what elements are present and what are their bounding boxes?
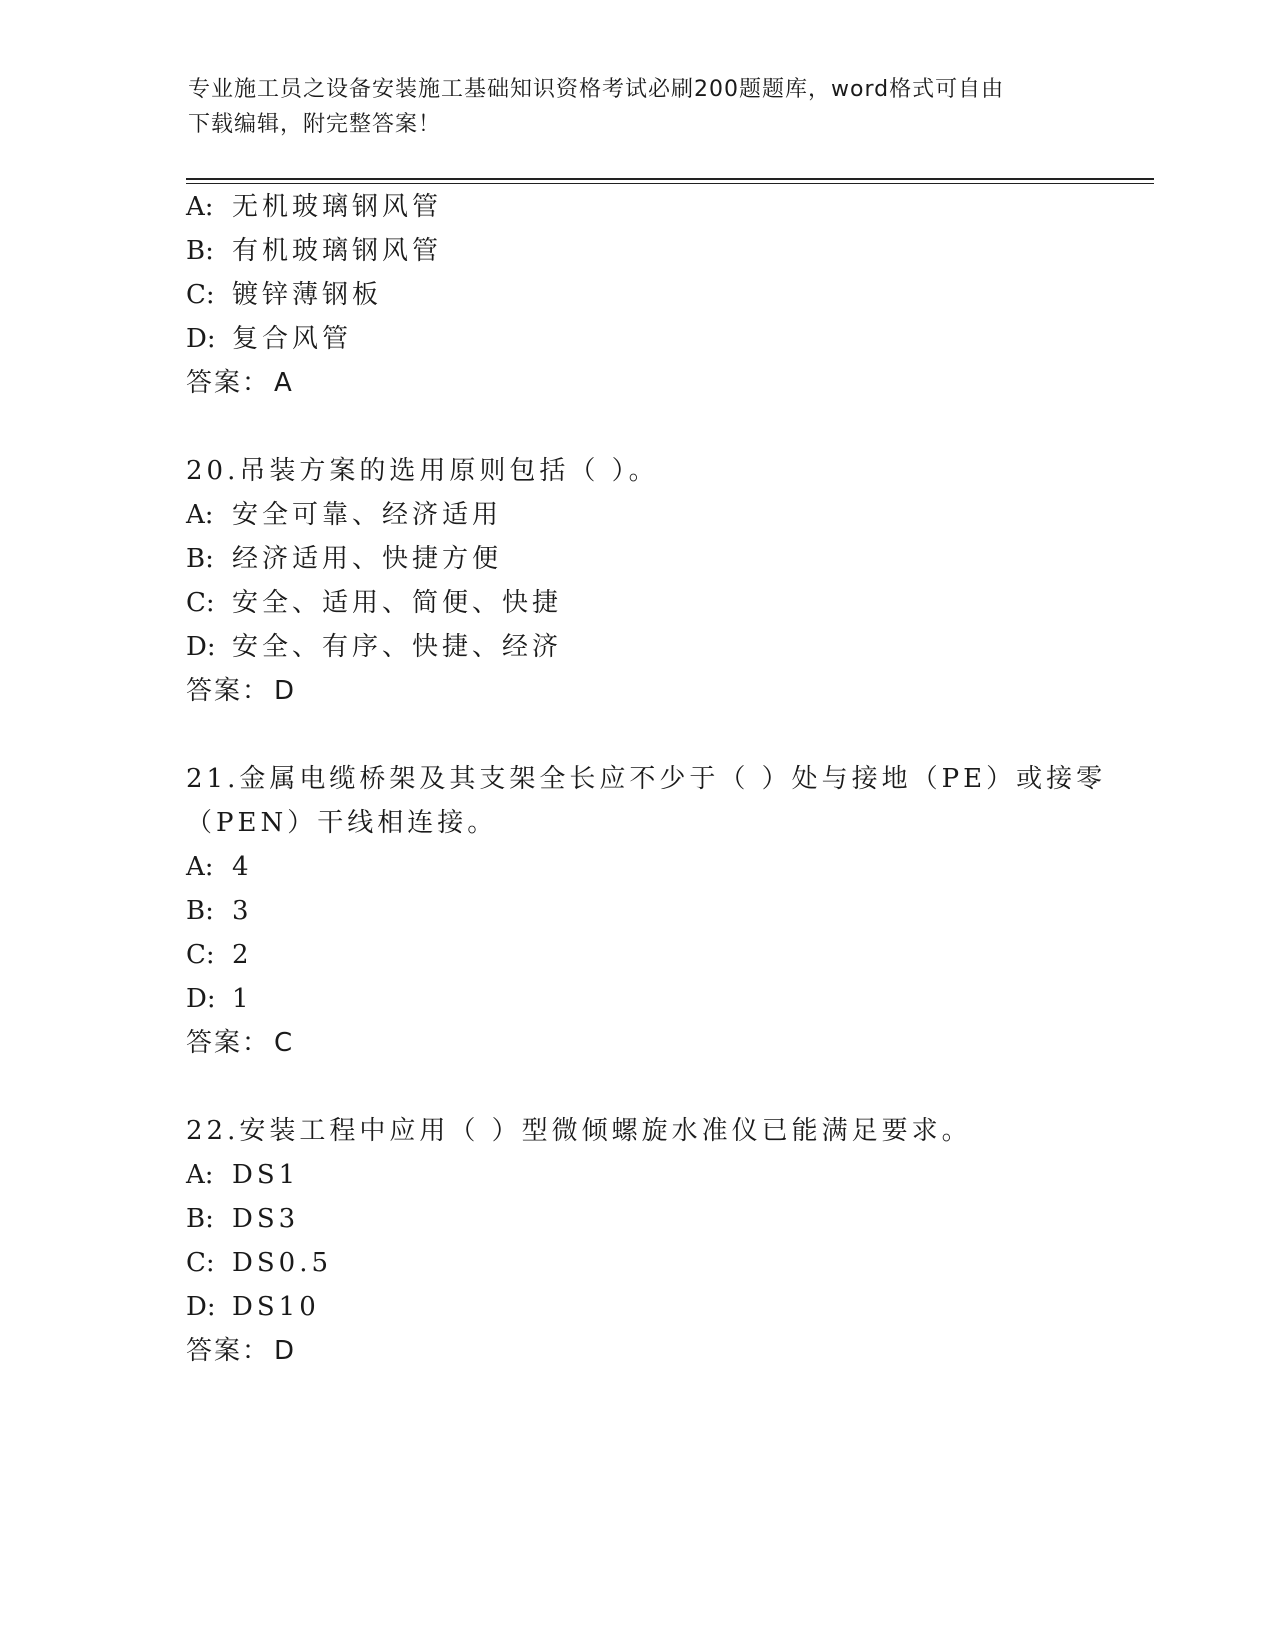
q21-option-b bbox=[186, 895, 253, 927]
document-header bbox=[188, 72, 1088, 142]
q21-question-line-2: （PEN）干线相连接。 bbox=[186, 808, 498, 838]
option-key: D: bbox=[186, 632, 216, 662]
answer-value: D bbox=[274, 676, 297, 706]
option-key: C: bbox=[186, 588, 215, 618]
option-text: 2 bbox=[232, 940, 253, 970]
option-key: D: bbox=[186, 324, 216, 354]
q20-option-b bbox=[186, 543, 502, 575]
q20-option-d bbox=[186, 631, 562, 663]
option-key: D: bbox=[186, 1292, 216, 1322]
q21-answer bbox=[186, 1027, 294, 1059]
header-divider-thick bbox=[186, 178, 1154, 180]
answer-label: 答案： bbox=[186, 368, 271, 398]
option-key: B: bbox=[186, 544, 214, 574]
q21-question-line-1: 21.金属电缆桥架及其支架全长应不少于（ ）处与接地（PE）或接零 bbox=[186, 764, 1107, 794]
q20-answer bbox=[186, 675, 296, 707]
q20-question: 20.吊装方案的选用原则包括（ ）。 bbox=[186, 456, 659, 486]
answer-label: 答案： bbox=[186, 1028, 271, 1058]
header-line-2: 下载编辑，附完整答案！ bbox=[188, 112, 442, 137]
q22-option-b bbox=[186, 1203, 299, 1235]
option-key: B: bbox=[186, 236, 214, 266]
option-key: C: bbox=[186, 940, 215, 970]
q22-option-d bbox=[186, 1291, 320, 1323]
option-text: 4 bbox=[232, 852, 253, 882]
option-key: C: bbox=[186, 1248, 215, 1278]
option-key: D: bbox=[186, 984, 216, 1014]
answer-label: 答案： bbox=[186, 676, 271, 706]
option-key: B: bbox=[186, 896, 214, 926]
q22-answer bbox=[186, 1335, 296, 1367]
q20-option-c bbox=[186, 587, 562, 619]
header-divider-thin bbox=[186, 183, 1154, 184]
header-line-1: 专业施工员之设备安装施工基础知识资格考试必刷200题题库，word格式可自由 bbox=[188, 77, 1005, 102]
option-text: 安全、有序、快捷、经济 bbox=[232, 632, 563, 662]
option-key: A: bbox=[186, 852, 214, 882]
q19-option-c bbox=[186, 279, 382, 311]
option-text: 复合风管 bbox=[232, 324, 353, 354]
answer-label: 答案： bbox=[186, 1336, 271, 1366]
q20-option-a bbox=[186, 499, 502, 531]
q19-answer bbox=[186, 367, 294, 399]
q19-option-b bbox=[186, 235, 442, 267]
option-text: 安全可靠、经济适用 bbox=[232, 500, 503, 530]
option-text: 有机玻璃钢风管 bbox=[232, 236, 443, 266]
option-key: A: bbox=[186, 500, 214, 530]
option-text: 镀锌薄钢板 bbox=[232, 280, 383, 310]
q22-option-a bbox=[186, 1159, 299, 1191]
answer-value: C bbox=[274, 1028, 295, 1058]
q19-option-a bbox=[186, 191, 442, 223]
option-key: B: bbox=[186, 1204, 214, 1234]
option-text: DS1 bbox=[232, 1160, 300, 1190]
option-text: 无机玻璃钢风管 bbox=[232, 192, 443, 222]
q22-question: 22.安装工程中应用（ ）型微倾螺旋水准仪已能满足要求。 bbox=[186, 1116, 972, 1146]
answer-value: D bbox=[274, 1336, 297, 1366]
option-text: 3 bbox=[232, 896, 253, 926]
q19-option-d bbox=[186, 323, 352, 355]
option-text: 1 bbox=[232, 984, 253, 1014]
q21-option-c bbox=[186, 939, 253, 971]
option-text: DS3 bbox=[232, 1204, 300, 1234]
option-text: 经济适用、快捷方便 bbox=[232, 544, 503, 574]
q21-option-a bbox=[186, 851, 253, 883]
option-key: A: bbox=[186, 192, 214, 222]
option-text: DS0.5 bbox=[232, 1248, 333, 1278]
option-key: A: bbox=[186, 1160, 214, 1190]
q21-option-d bbox=[186, 983, 253, 1015]
q22-option-c bbox=[186, 1247, 332, 1279]
option-text: DS10 bbox=[232, 1292, 320, 1322]
option-key: C: bbox=[186, 280, 215, 310]
answer-value: A bbox=[274, 368, 294, 398]
option-text: 安全、适用、简便、快捷 bbox=[232, 588, 563, 618]
